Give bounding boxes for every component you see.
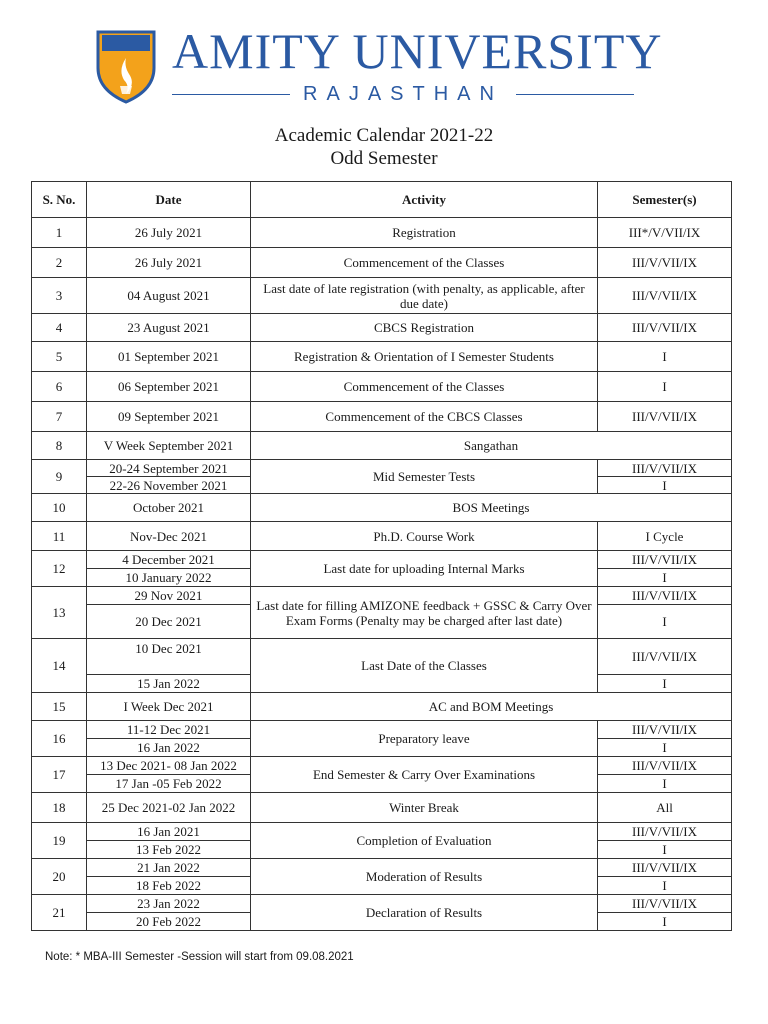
document-title: Academic Calendar 2021-22 <box>274 125 494 146</box>
cell-date: October 2021 <box>87 494 251 522</box>
cell-sno: 5 <box>32 342 87 372</box>
cell-sno: 10 <box>32 494 87 522</box>
cell-sno: 11 <box>32 522 87 551</box>
cell-sno: 14 <box>32 639 87 693</box>
cell-date: 22-26 November 2021 <box>87 477 251 494</box>
cell-date: 10 Dec 2021 <box>87 639 251 675</box>
cell-date: 20 Dec 2021 <box>87 605 251 639</box>
cell-sno: 8 <box>32 432 87 460</box>
cell-semester: III/V/VII/IX <box>598 721 732 739</box>
cell-date: 18 Feb 2022 <box>87 877 251 895</box>
cell-activity: Last date of late registration (with penalty, as applicable, after due date) <box>251 278 598 314</box>
letterhead <box>0 0 768 120</box>
cell-sno: 9 <box>32 460 87 494</box>
cell-date: I Week Dec 2021 <box>87 693 251 721</box>
table-row <box>32 402 732 432</box>
cell-date: 23 Jan 2022 <box>87 895 251 913</box>
cell-semester: III/V/VII/IX <box>598 278 732 314</box>
table-row <box>32 693 732 721</box>
table-row <box>32 494 732 522</box>
cell-activity: AC and BOM Meetings <box>251 693 732 721</box>
header-semesters: Semester(s) <box>598 182 732 218</box>
campus-name: RAJASTHAN <box>303 83 503 105</box>
cell-date: Nov-Dec 2021 <box>87 522 251 551</box>
cell-sno: 13 <box>32 587 87 639</box>
cell-semester: I <box>598 605 732 639</box>
cell-date: 15 Jan 2022 <box>87 675 251 693</box>
table-row <box>32 278 732 314</box>
footnote: Note: * MBA-III Semester -Session will start from 09.08.2021 <box>45 951 354 963</box>
table-row <box>32 757 732 775</box>
header-date: Date <box>87 182 251 218</box>
cell-semester: III/V/VII/IX <box>598 460 732 477</box>
amity-shield-logo-icon <box>96 28 156 104</box>
table-header-row <box>32 182 732 218</box>
table-row <box>32 342 732 372</box>
cell-semester: III/V/VII/IX <box>598 757 732 775</box>
cell-date: 26 July 2021 <box>87 248 251 278</box>
cell-semester: III/V/VII/IX <box>598 587 732 605</box>
cell-semester: III/V/VII/IX <box>598 248 732 278</box>
cell-semester: I <box>598 372 732 402</box>
cell-date: 4 December 2021 <box>87 551 251 569</box>
cell-sno: 18 <box>32 793 87 823</box>
cell-activity: Last date for filling AMIZONE feedback + GSSC & Carry Over Exam Forms (Penalty may be charged after last date) <box>251 587 598 639</box>
table-row <box>32 587 732 605</box>
cell-activity: Commencement of the Classes <box>251 248 598 278</box>
table-row <box>32 218 732 248</box>
cell-activity: Moderation of Results <box>251 859 598 895</box>
cell-sno: 6 <box>32 372 87 402</box>
table-row <box>32 823 732 841</box>
cell-date: 20 Feb 2022 <box>87 913 251 931</box>
cell-date: 10 January 2022 <box>87 569 251 587</box>
table-row <box>32 859 732 877</box>
cell-semester: I <box>598 675 732 693</box>
table-row <box>32 248 732 278</box>
table-row <box>32 793 732 823</box>
table-row <box>32 372 732 402</box>
campus-rule-right <box>516 94 634 95</box>
cell-activity: Preparatory leave <box>251 721 598 757</box>
cell-date: 17 Jan -05 Feb 2022 <box>87 775 251 793</box>
cell-date: 25 Dec 2021-02 Jan 2022 <box>87 793 251 823</box>
table-row <box>32 895 732 913</box>
cell-semester: III/V/VII/IX <box>598 859 732 877</box>
cell-sno: 21 <box>32 895 87 931</box>
cell-semester: I <box>598 739 732 757</box>
table-row <box>32 639 732 675</box>
cell-activity: Ph.D. Course Work <box>251 522 598 551</box>
cell-sno: 4 <box>32 314 87 342</box>
cell-date: 29 Nov 2021 <box>87 587 251 605</box>
cell-activity: Last Date of the Classes <box>251 639 598 693</box>
table-row <box>32 432 732 460</box>
university-name: AMITY UNIVERSITY <box>172 23 663 79</box>
table-row <box>32 460 732 477</box>
cell-date: 04 August 2021 <box>87 278 251 314</box>
header-activity: Activity <box>251 182 598 218</box>
cell-sno: 3 <box>32 278 87 314</box>
table-row <box>32 721 732 739</box>
cell-sno: 12 <box>32 551 87 587</box>
academic-calendar-table <box>31 181 732 931</box>
cell-activity: Declaration of Results <box>251 895 598 931</box>
cell-semester: III/V/VII/IX <box>598 402 732 432</box>
cell-activity: End Semester & Carry Over Examinations <box>251 757 598 793</box>
cell-date: 16 Jan 2021 <box>87 823 251 841</box>
cell-semester: III*/V/VII/IX <box>598 218 732 248</box>
cell-date: 01 September 2021 <box>87 342 251 372</box>
cell-semester: I <box>598 775 732 793</box>
cell-date: 13 Feb 2022 <box>87 841 251 859</box>
cell-sno: 17 <box>32 757 87 793</box>
cell-semester: III/V/VII/IX <box>598 895 732 913</box>
cell-date: 13 Dec 2021- 08 Jan 2022 <box>87 757 251 775</box>
table-row <box>32 314 732 342</box>
cell-semester: I <box>598 913 732 931</box>
cell-sno: 2 <box>32 248 87 278</box>
cell-semester: I <box>598 569 732 587</box>
cell-sno: 1 <box>32 218 87 248</box>
cell-date: 09 September 2021 <box>87 402 251 432</box>
cell-sno: 15 <box>32 693 87 721</box>
cell-semester: III/V/VII/IX <box>598 823 732 841</box>
cell-activity: Mid Semester Tests <box>251 460 598 494</box>
table-row <box>32 551 732 569</box>
cell-date: V Week September 2021 <box>87 432 251 460</box>
cell-semester: I <box>598 342 732 372</box>
cell-semester: I <box>598 477 732 494</box>
cell-semester: I <box>598 877 732 895</box>
table-row <box>32 522 732 551</box>
cell-date: 21 Jan 2022 <box>87 859 251 877</box>
cell-semester: III/V/VII/IX <box>598 314 732 342</box>
cell-activity: Last date for uploading Internal Marks <box>251 551 598 587</box>
cell-activity: Registration & Orientation of I Semester Students <box>251 342 598 372</box>
cell-sno: 20 <box>32 859 87 895</box>
cell-semester: All <box>598 793 732 823</box>
cell-date: 11-12 Dec 2021 <box>87 721 251 739</box>
document-subtitle: Odd Semester <box>330 148 438 169</box>
cell-semester: III/V/VII/IX <box>598 639 732 675</box>
cell-date: 16 Jan 2022 <box>87 739 251 757</box>
header-sno: S. No. <box>32 182 87 218</box>
cell-date: 23 August 2021 <box>87 314 251 342</box>
cell-date: 06 September 2021 <box>87 372 251 402</box>
cell-sno: 16 <box>32 721 87 757</box>
cell-date: 26 July 2021 <box>87 218 251 248</box>
cell-activity: Completion of Evaluation <box>251 823 598 859</box>
cell-semester: I <box>598 841 732 859</box>
cell-activity: Commencement of the Classes <box>251 372 598 402</box>
campus-banner <box>172 80 634 108</box>
cell-activity: Commencement of the CBCS Classes <box>251 402 598 432</box>
cell-semester: I Cycle <box>598 522 732 551</box>
cell-activity: CBCS Registration <box>251 314 598 342</box>
cell-date: 20-24 September 2021 <box>87 460 251 477</box>
cell-activity: Winter Break <box>251 793 598 823</box>
cell-sno: 7 <box>32 402 87 432</box>
cell-activity: Sangathan <box>251 432 732 460</box>
cell-sno: 19 <box>32 823 87 859</box>
cell-semester: III/V/VII/IX <box>598 551 732 569</box>
cell-activity: Registration <box>251 218 598 248</box>
cell-activity: BOS Meetings <box>251 494 732 522</box>
